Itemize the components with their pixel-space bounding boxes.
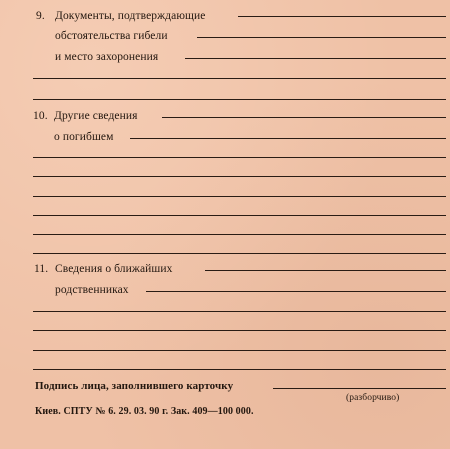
section-9-field-line-4[interactable] bbox=[33, 78, 446, 79]
section-9-number: 9. bbox=[36, 10, 45, 22]
section-9-field-line-5[interactable] bbox=[33, 99, 446, 100]
section-10-field-line-3[interactable] bbox=[33, 157, 446, 158]
section-10-field-line-7[interactable] bbox=[33, 234, 446, 235]
section-9-field-line-3[interactable] bbox=[185, 58, 446, 59]
section-10-field-line-4[interactable] bbox=[33, 176, 446, 177]
section-9-field-line-1[interactable] bbox=[238, 16, 446, 17]
section-11-field-line-1[interactable] bbox=[205, 270, 446, 271]
signature-hint: (разборчиво) bbox=[346, 393, 400, 403]
section-10-field-line-6[interactable] bbox=[33, 215, 446, 216]
section-10-field-line-5[interactable] bbox=[33, 196, 446, 197]
section-9-label-line-2: обстоятельства гибели bbox=[55, 30, 168, 42]
section-11-field-line-5[interactable] bbox=[33, 350, 446, 351]
section-9-label-line-1: Документы, подтверждающие bbox=[55, 10, 206, 22]
section-10-field-line-2[interactable] bbox=[130, 138, 446, 139]
section-11-field-line-2[interactable] bbox=[146, 291, 446, 292]
section-11-label-line-1: Сведения о ближайших bbox=[55, 263, 173, 275]
section-9-field-line-2[interactable] bbox=[197, 37, 446, 38]
section-10-field-line-8[interactable] bbox=[33, 253, 446, 254]
signature-label: Подпись лица, заполнившего карточку bbox=[35, 380, 234, 392]
section-10-label-line-2: о погибшем bbox=[54, 131, 114, 143]
section-11-field-line-3[interactable] bbox=[33, 311, 446, 312]
section-11-number: 11. bbox=[34, 263, 49, 275]
section-10-field-line-1[interactable] bbox=[162, 117, 446, 118]
section-11-field-line-6[interactable] bbox=[33, 369, 446, 370]
signature-field-line[interactable] bbox=[273, 388, 446, 389]
section-11-label-line-2: родственниках bbox=[55, 284, 129, 296]
section-10-number: 10. bbox=[33, 110, 48, 122]
print-imprint: Киев. СПТУ № 6. 29. 03. 90 г. Зак. 409—100 000. bbox=[35, 406, 254, 417]
section-11-field-line-4[interactable] bbox=[33, 330, 446, 331]
section-10-label-line-1: Другие сведения bbox=[54, 110, 138, 122]
section-9-label-line-3: и место захоронения bbox=[55, 51, 159, 63]
